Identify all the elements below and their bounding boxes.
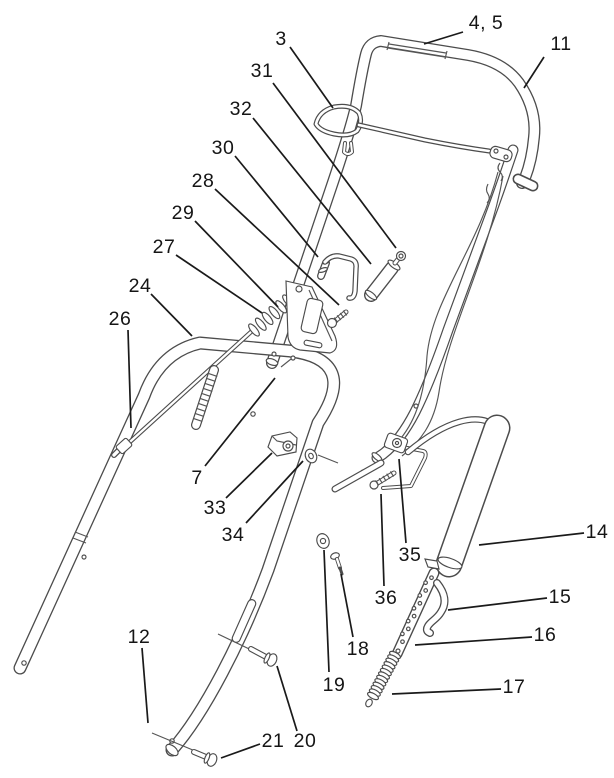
leader-line-11	[524, 57, 544, 88]
bolt-20	[251, 649, 279, 668]
rivet	[272, 352, 276, 356]
strip-hook-tab	[425, 559, 439, 569]
leader-line-21	[221, 744, 260, 758]
leader-line-20	[277, 666, 297, 731]
part-label-4-5: 4, 5	[468, 12, 504, 34]
part-label-18: 18	[346, 638, 370, 660]
bolt-21	[194, 752, 219, 768]
leader-line-4-5	[424, 32, 463, 44]
part-label-24: 24	[128, 275, 152, 297]
part-label-16: 16	[533, 624, 557, 646]
leader-line-12	[142, 648, 148, 723]
part-label-29: 29	[171, 202, 195, 224]
part-label-33: 33	[203, 497, 227, 519]
tube-hole	[82, 555, 86, 559]
leader-line-36	[381, 494, 384, 586]
leader-line-27	[176, 255, 262, 313]
leader-line-17	[392, 689, 501, 694]
part-label-28: 28	[191, 170, 215, 192]
rivet	[251, 412, 255, 416]
leader-line-7	[205, 378, 275, 466]
leader-line-19	[324, 550, 329, 672]
bolt-18	[330, 552, 342, 574]
leader-line-3	[290, 47, 333, 108]
part-label-30: 30	[211, 137, 235, 159]
part-label-32: 32	[229, 98, 253, 120]
leader-line-16	[415, 637, 532, 645]
washer-19	[315, 532, 331, 550]
tube-hole	[22, 661, 26, 665]
leader-line-35	[399, 459, 406, 543]
part-label-35: 35	[398, 544, 422, 566]
leader-line-14	[479, 533, 584, 545]
part-label-20: 20	[293, 730, 317, 752]
part-label-12: 12	[127, 626, 151, 648]
leader-line-29	[195, 221, 278, 307]
part-label-15: 15	[548, 586, 572, 608]
part-label-34: 34	[221, 524, 245, 546]
diagram-line-art	[20, 41, 534, 768]
part-label-19: 19	[322, 674, 346, 696]
part-label-31: 31	[250, 60, 274, 82]
carriage-bolt-28	[328, 312, 347, 328]
part-label-7: 7	[191, 467, 203, 489]
part-label-27: 27	[152, 236, 176, 258]
leader-line-30	[235, 156, 318, 257]
plate-hole	[296, 286, 302, 292]
part-label-14: 14	[585, 521, 609, 543]
part-label-17: 17	[502, 676, 526, 698]
adjuster-strip	[396, 559, 439, 654]
part-label-11: 11	[550, 33, 572, 55]
part-label-36: 36	[374, 587, 398, 609]
clamp-33	[268, 432, 297, 456]
damper-cylinder	[364, 252, 405, 302]
leader-line-18	[341, 574, 353, 637]
leader-line-15	[448, 598, 547, 610]
spring-hook	[364, 698, 373, 708]
leader-line-33	[226, 453, 272, 498]
part-label-26: 26	[108, 308, 132, 330]
part-label-3: 3	[275, 28, 287, 50]
mounting-plate	[286, 281, 337, 353]
tension-spring-17	[364, 650, 401, 708]
part-label-21: 21	[261, 730, 285, 752]
leader-line-24	[151, 294, 192, 336]
rivet	[291, 356, 295, 360]
